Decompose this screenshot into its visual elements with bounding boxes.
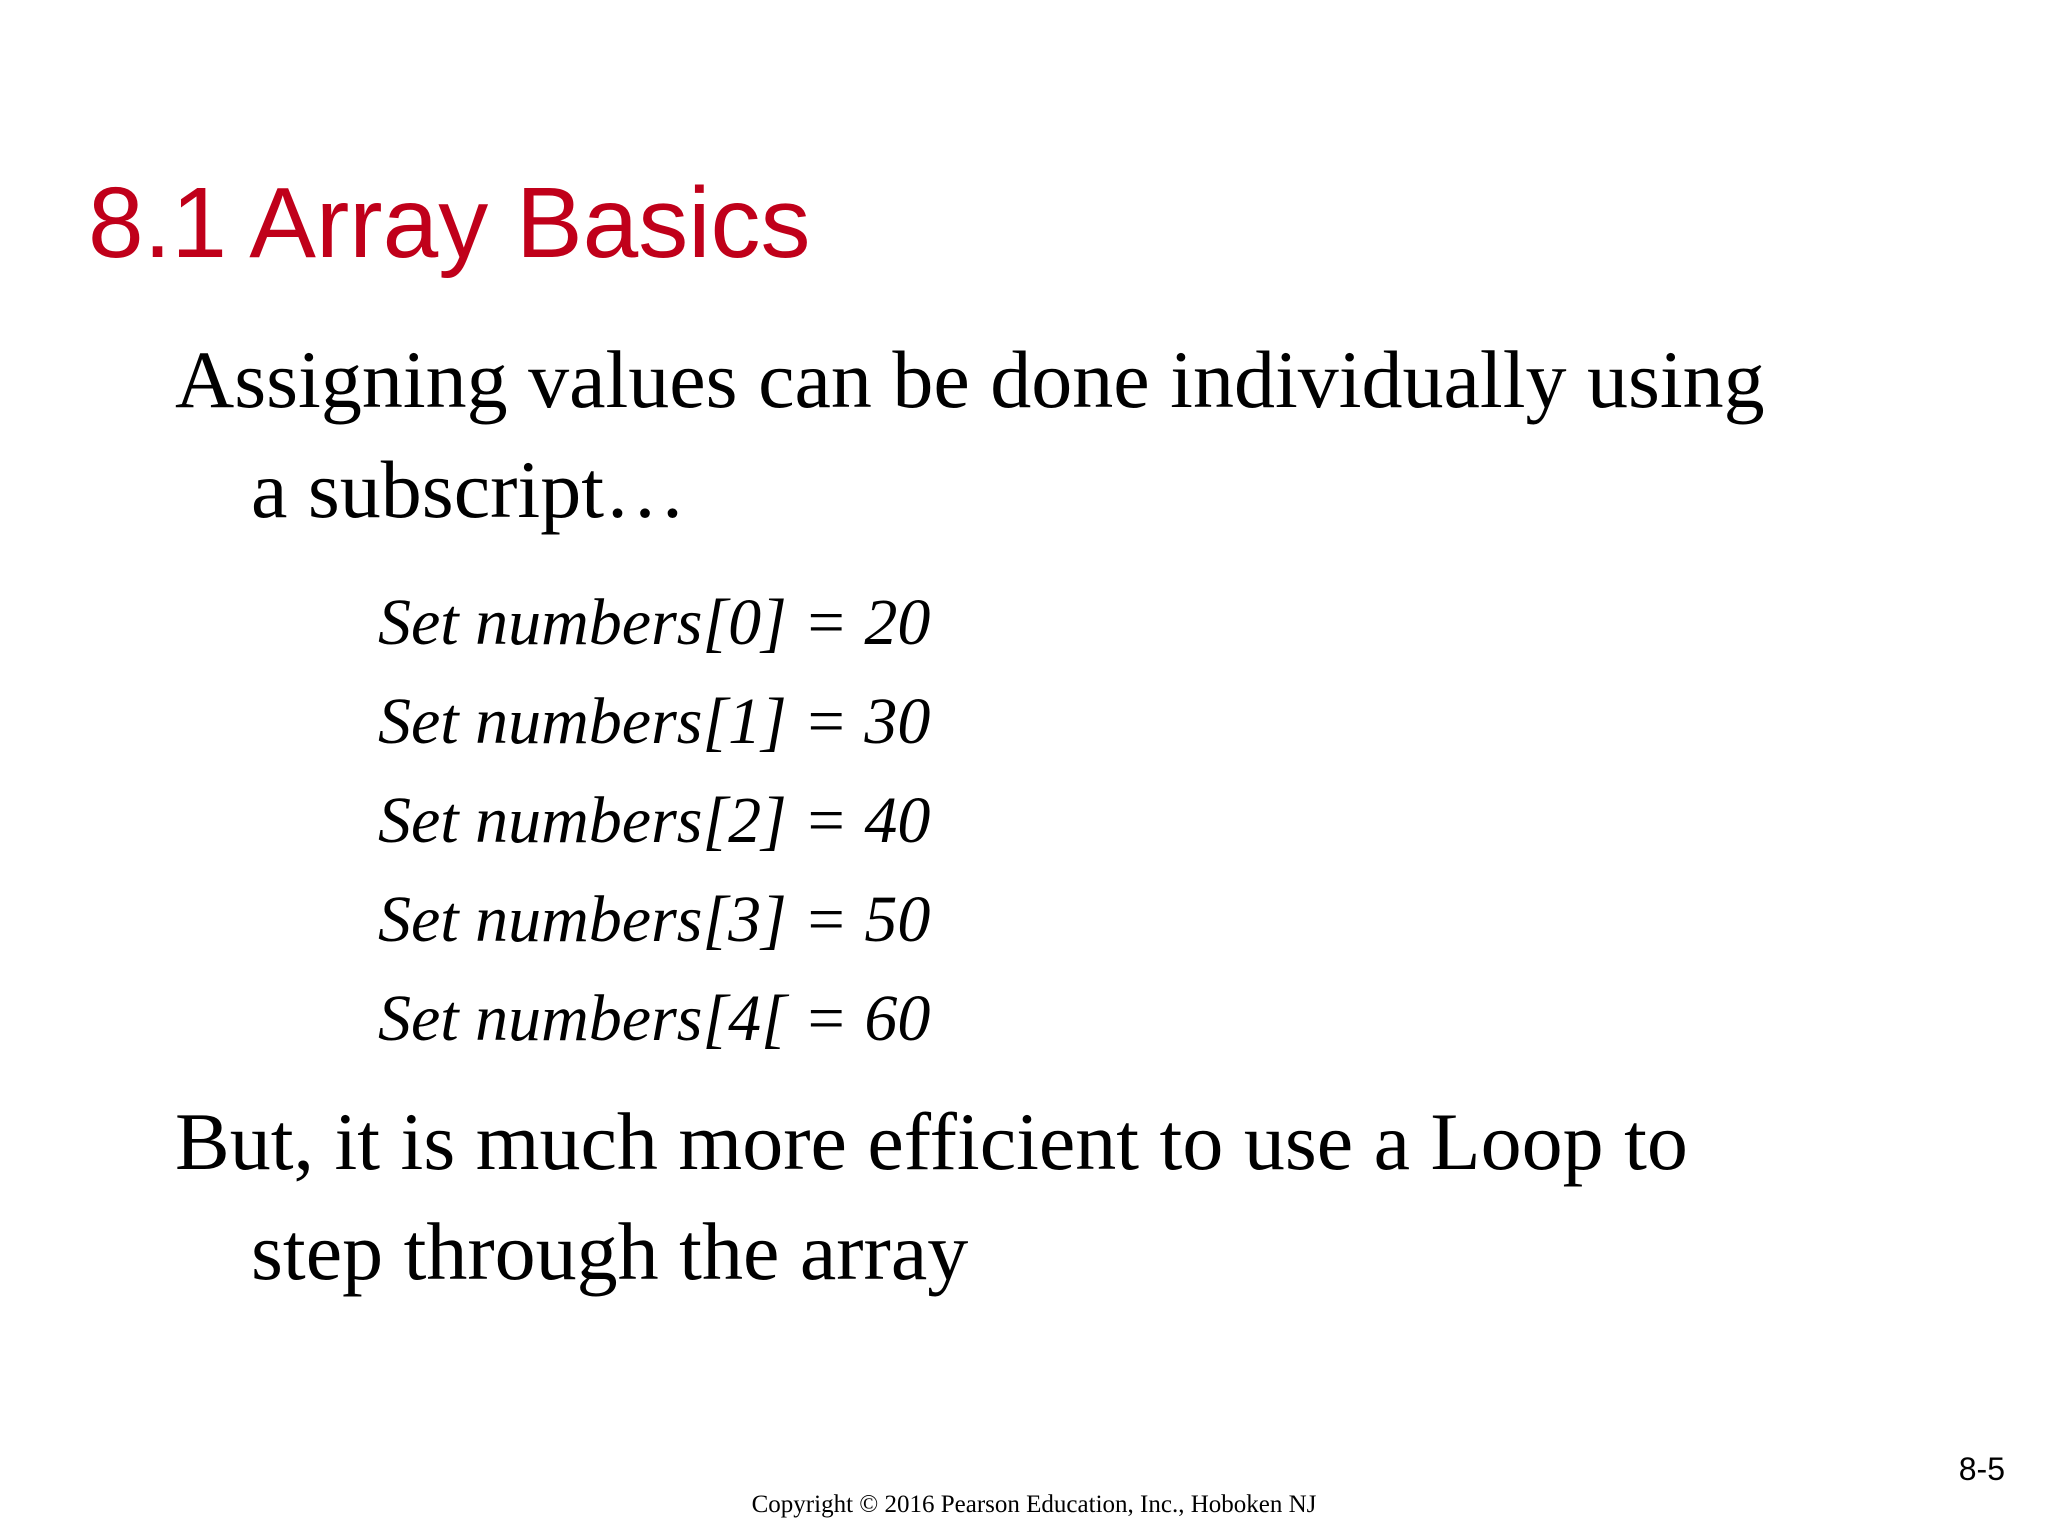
code-line: Set numbers[4[ = 60 (378, 982, 931, 1055)
conclusion-line-1: But, it is much more efficient to use a Loop to (175, 1096, 1688, 1187)
slide-title: 8.1 Array Basics (88, 167, 811, 279)
code-line: Set numbers[2] = 40 (378, 784, 931, 857)
intro-paragraph (175, 325, 1995, 545)
intro-line-1: Assigning values can be done individually using (175, 334, 1765, 425)
copyright-notice: Copyright © 2016 Pearson Education, Inc., Hoboken NJ (751, 1491, 1317, 1518)
code-line: Set numbers[0] = 20 (378, 586, 931, 659)
code-line: Set numbers[1] = 30 (378, 685, 931, 758)
slide-number: 8-5 (1958, 1451, 2005, 1487)
code-example-list (378, 573, 930, 1068)
code-line: Set numbers[3] = 50 (378, 883, 931, 956)
conclusion-paragraph (175, 1087, 1995, 1307)
conclusion-line-2: step through the array (251, 1206, 969, 1297)
intro-line-2: a subscript… (251, 444, 686, 535)
